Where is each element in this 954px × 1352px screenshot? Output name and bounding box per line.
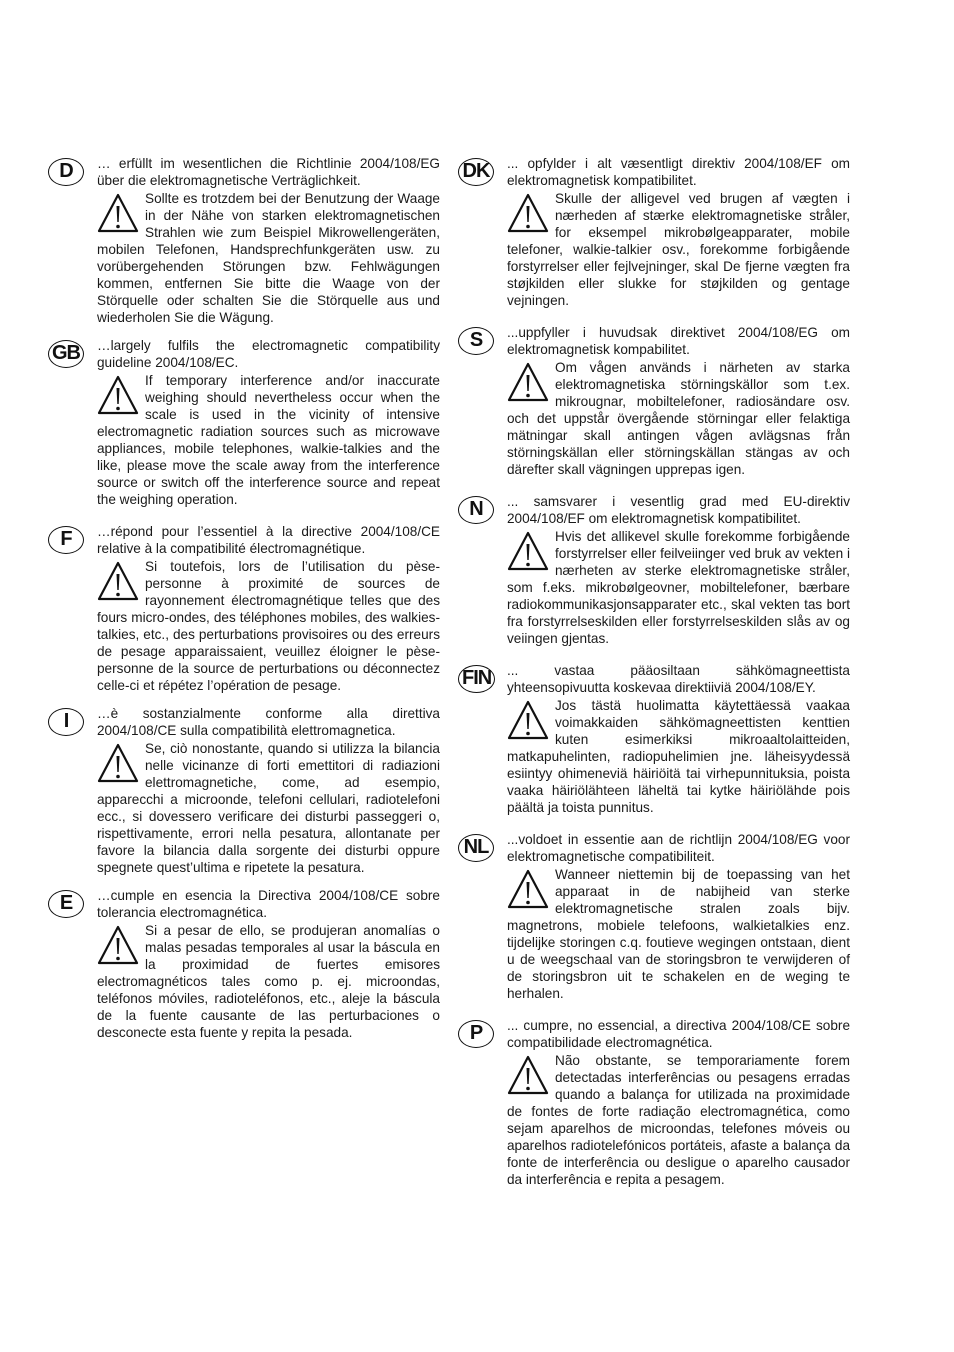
warning-block <box>97 558 440 694</box>
warning-block <box>507 359 850 478</box>
warning-triangle-icon <box>97 374 139 416</box>
warning-text: Hvis det allikevel skulle forekomme forbigående forstyrrelser eller feilveiinger ved bruk av vekten i nærheten av sterke elektromagnetiske stråler, som f.eks. mikrobølgeovner, mobiltelefoner, bærbare radiokommunikasjonsapparater etc., skal vekten tas bort fra forstyrrelseskilden eller forstyrrelseskilden slås av og veiingen gjentas. <box>507 529 850 646</box>
warning-triangle-icon <box>507 699 549 741</box>
language-badge-n: N <box>458 496 494 524</box>
warning-triangle-icon <box>507 192 549 234</box>
section-fr <box>48 523 440 694</box>
section-intro: ...voldoet in essentie aan de richtlijn 2004/108/EG voor elektromagnetische compatibiliteit. <box>507 832 850 864</box>
warning-block <box>97 190 440 326</box>
section-intro: ... opfylder i alt væsentligt direktiv 2004/108/EF om elektromagnetisk kompatibilitet. <box>507 156 850 188</box>
warning-triangle-icon <box>507 868 549 910</box>
warning-triangle-icon <box>507 361 549 403</box>
language-badge-nl: NL <box>458 834 494 862</box>
language-badge-i: I <box>48 708 84 736</box>
section-intro: ... cumpre, no essencial, a directiva 2004/108/CE sobre compatibilidade electromagnética. <box>507 1018 850 1050</box>
warning-text: Jos tästä huolimatta käytettäessä vaakaa voimakkaiden sähkömagneettisten kenttien kuten esimerkiksi mikroaaltolaitteiden, matkapuhelinten, radiopuhelimien jne. läheisyydessä esiintyy ohimeneviä häiriöitä tai virhepunnituksia, poista vaaka häiriölähteen läheltä tai kytke häiriölähde pois päältä ja toista punnitus. <box>507 698 850 815</box>
language-badge-gb: GB <box>48 340 84 368</box>
section-intro: ... samsvarer i vesentlig grad med EU-direktiv 2004/108/EF om elektromagnetisk kompatibilitet. <box>507 494 850 526</box>
language-badge-p: P <box>458 1020 494 1048</box>
section-intro: …répond pour l’essentiel à la directive 2004/108/CE relative à la compatibilité électromagnétique. <box>97 524 440 556</box>
section-de <box>48 155 440 326</box>
section-intro: …è sostanzialmente conforme alla direttiva 2004/108/CE sulla compatibilità elettromagnetica. <box>97 706 440 738</box>
warning-triangle-icon <box>97 192 139 234</box>
section-dk <box>458 155 850 309</box>
warning-triangle-icon <box>97 924 139 966</box>
warning-triangle-icon <box>507 1054 549 1096</box>
section-it <box>48 705 440 876</box>
warning-text: If temporary interference and/or inaccurate weighing should nevertheless occur when the scale is used in the vicinity of intensive electromagnetic radiation sources such as microwave appliances, mobile telephones, walkie-talkies and the like, please move the scale away from the interference source or switch off the interference source and repeat the weighing operation. <box>97 373 440 507</box>
warning-block <box>507 528 850 647</box>
warning-text: Skulle der alligevel ved brugen af vægten i nærheden af stærke elektromagnetiske stråler, for eksempel mikrobølgeapparater, mobile telefoner, walkie-talkier osv., forekomme forbigående forstyrrelser eller fejlvejninger, skal De fjerne vægten fra støjkilden eller slukke for støjkilden og gentage vejningen. <box>507 191 850 308</box>
language-badge-d: D <box>48 158 84 186</box>
warning-block <box>97 372 440 508</box>
section-se <box>458 324 850 478</box>
language-badge-f: F <box>48 526 84 554</box>
language-badge-s: S <box>458 327 494 355</box>
warning-text: Si toutefois, lors de l’utilisation du pèse-personne à proximité de sources de rayonnement électromagnétique telles que des fours micro-ondes, des téléphones mobiles, des walkies-talkies, etc., des perturbations provisoires ou des erreurs de pesage apparaissaient, veuillez éloigner le pèse-personne de la source de perturbations ou déconnectez celle-ci et répétez l’opération de pesage. <box>97 559 440 693</box>
warning-triangle-icon <box>97 560 139 602</box>
language-badge-fin: FIN <box>458 665 495 693</box>
warning-text: Sollte es trotzdem bei der Benutzung der Waage in der Nähe von starken elektromagnetischen Strahlen wie zum Beispiel Mikrowellengeräten, mobilen Telefonen, Handsprechfunkgeräten usw. zu vorübergehenden Störungen bzw. Fehlwägungen kommen, entfernen Sie bitte die Waage von der Störquelle oder schalten Sie die Störquelle aus und wiederholen Sie die Wägung. <box>97 191 440 325</box>
section-intro: …cumple en esencia la Directiva 2004/108/CE sobre tolerancia electromagnética. <box>97 888 440 920</box>
section-pt <box>458 1017 850 1188</box>
warning-text: Si a pesar de ello, se produjeran anomalías o malas pesadas temporales al usar la báscula en la proximidad de fuertes emisores electromagnéticos tales como p. ej. microondas, teléfonos móviles, radioteléfonos, etc., aleje la báscula de la fuente causante de las perturbaciones o desconecte esta fuente y repita la pesada. <box>97 923 440 1040</box>
warning-block <box>97 740 440 876</box>
warning-text: Não obstante, se temporariamente forem detectadas interferências ou pesagens erradas quando a balança for utilizada na proximidade de fontes de forte radiação electromagnética, como sejam aparelhos de microondas, telefones móveis ou aparelhos radiotelefónicos portáteis, afaste a balança da fonte de interferência ou desligue o aparelho causador da interferência e repita a pesagem. <box>507 1053 850 1187</box>
warning-block <box>507 190 850 309</box>
warning-block <box>507 1052 850 1188</box>
left-column <box>48 155 440 1041</box>
language-badge-dk: DK <box>458 158 494 186</box>
warning-block <box>507 866 850 1002</box>
section-gb <box>48 337 440 508</box>
warning-text: Se, ciò nonostante, quando si utilizza la bilancia nelle vicinanze di forti emettitori di radiazioni elettromagnetiche, come, ad esempio, apparecchi a microonde, telefoni cellulari, radiotelefoni ecc., si dovessero verificare dei disturbi passeggeri o, rispettivamente, errori nella pesatura, allontanate per favore la bilancia dalla sorgente dei disturbi oppure spegnete quest’ultima e ripetete la pesatura. <box>97 741 440 875</box>
warning-text: Om vågen används i närheten av starka elektromagnetiska störningskällor som t.ex. mikrougnar, mobiltelefoner, radiosändare osv. och det uppstår övergående störningar eller felaktiga mätningar skall antingen vågen avlägsnas från störningskällan eller störningskällan stängas av och därefter skall vägningen upprepas igen. <box>507 360 850 477</box>
warning-triangle-icon <box>97 742 139 784</box>
warning-block <box>507 697 850 816</box>
section-es <box>48 887 440 1041</box>
section-no <box>458 493 850 647</box>
right-column <box>458 155 850 1188</box>
warning-block <box>97 922 440 1041</box>
language-badge-e: E <box>48 890 84 918</box>
section-fi <box>458 662 850 816</box>
warning-text: Wanneer niettemin bij de toepassing van het apparaat in de nabijheid van sterke elektromagnetische stralen zoals bijv. magnetrons, mobiele telefoons, walkietalkies enz. tijdelijke storingen c.q. foutieve wegingen ontstaan, dient u de weegschaal van de storingsbron te verwijderen of de storingsbron uit te schakelen en de weging te herhalen. <box>507 867 850 1001</box>
section-intro: …largely fulfils the electromagnetic compatibility guideline 2004/108/EC. <box>97 338 440 370</box>
section-intro: ...uppfyller i huvudsak direktivet 2004/108/EG om elektromagnetisk kompabilitet. <box>507 325 850 357</box>
section-intro: … erfüllt im wesentlichen die Richtlinie 2004/108/EG über die elektromagnetische Verträglichkeit. <box>97 156 440 188</box>
section-intro: ... vastaa pääosiltaan sähkömagneettista yhteensopivuutta koskevaa direktiiviä 2004/108/EY. <box>507 663 850 695</box>
section-nl <box>458 831 850 1002</box>
warning-triangle-icon <box>507 530 549 572</box>
